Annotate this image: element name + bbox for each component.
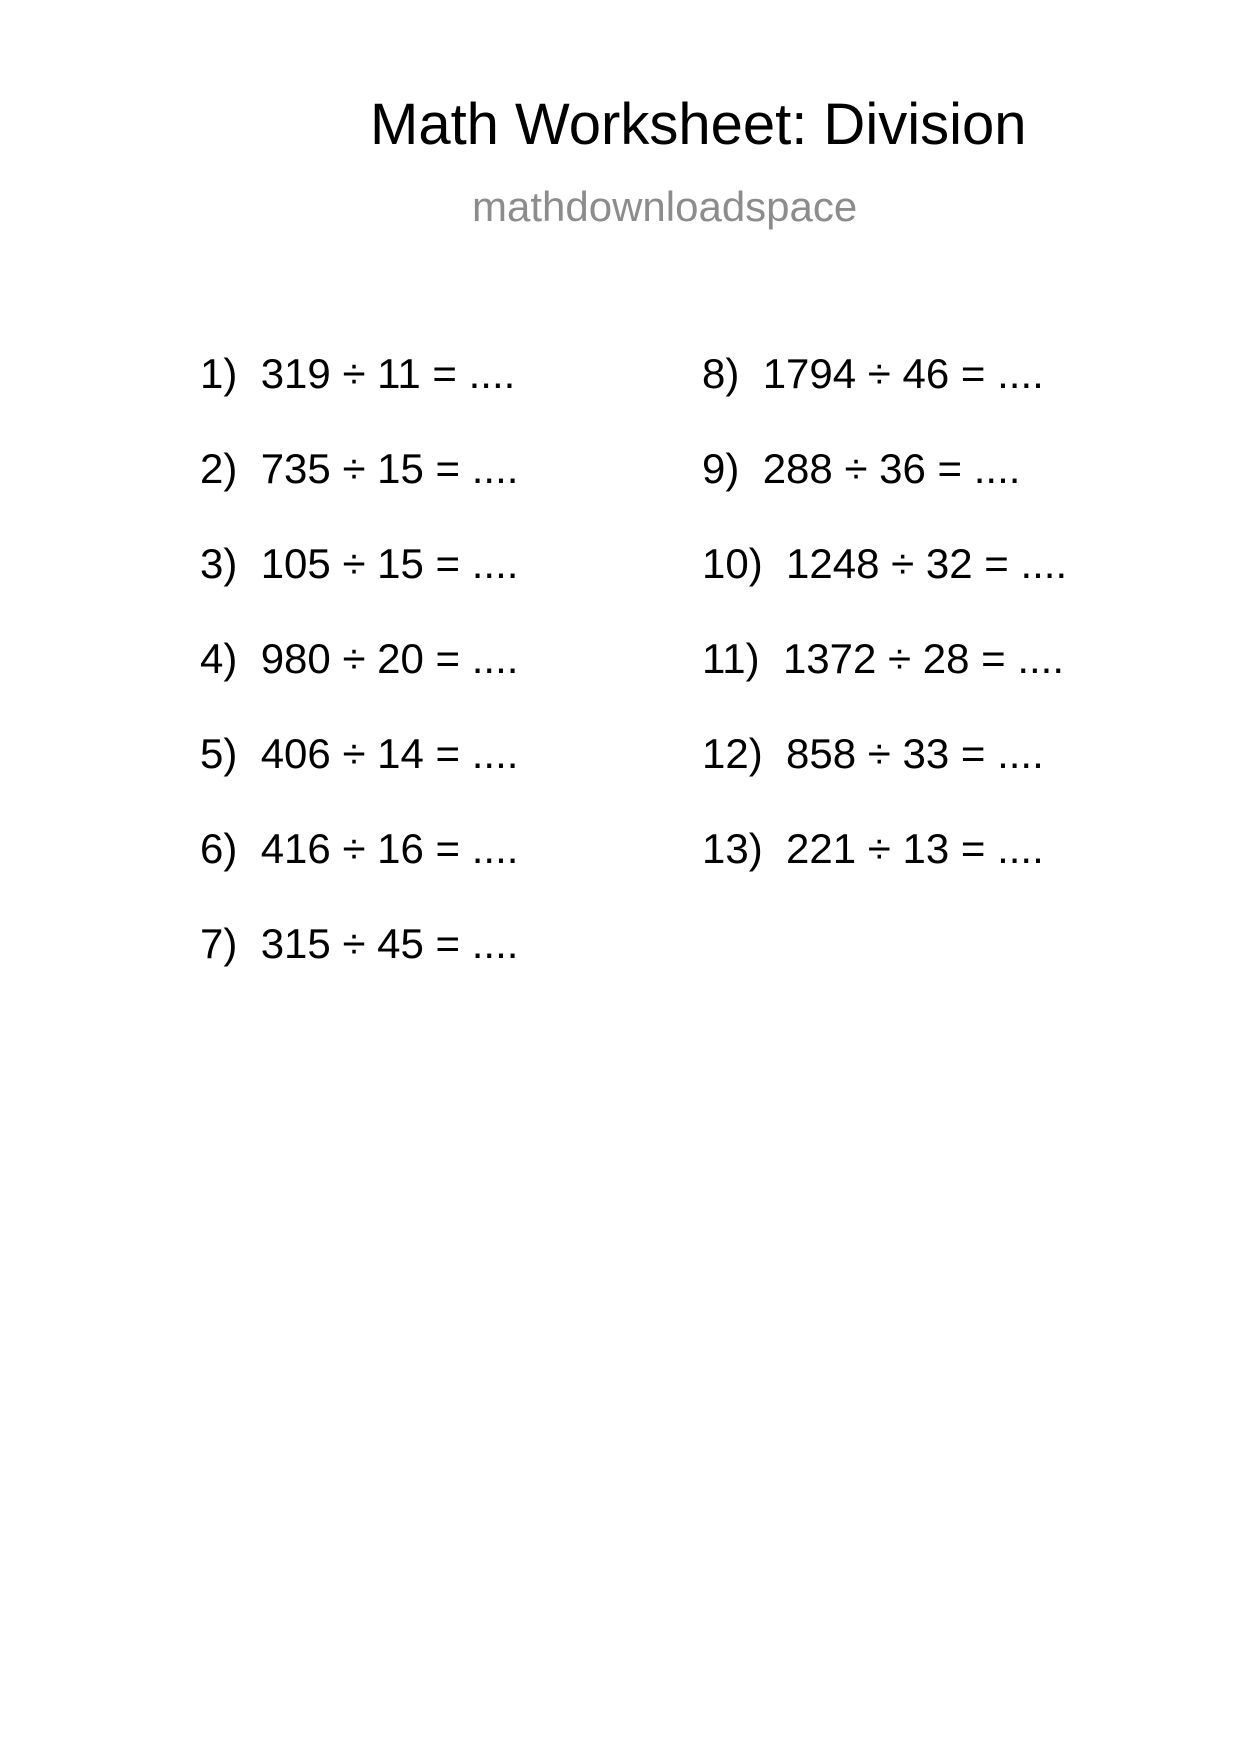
problem-item	[200, 350, 518, 448]
problem-number: 3)	[200, 540, 238, 587]
problem-expression: 288 ÷ 36 = ....	[762, 445, 1021, 492]
problem-expression: 980 ÷ 20 = ....	[260, 635, 519, 682]
problem-expression: 735 ÷ 15 = ....	[260, 445, 519, 492]
problem-item	[702, 635, 1067, 733]
problem-column-left	[200, 350, 519, 1018]
problem-item	[200, 730, 519, 828]
problem-column-right	[702, 350, 1068, 923]
problem-expression: 221 ÷ 13 = ....	[786, 825, 1044, 872]
problem-number: 5)	[200, 730, 238, 777]
problem-expression: 416 ÷ 16 = ....	[260, 825, 519, 872]
problem-number: 9)	[702, 445, 740, 492]
problem-expression: 1372 ÷ 28 = ....	[782, 635, 1065, 682]
problem-number: 11)	[702, 635, 760, 682]
problem-item	[702, 540, 1068, 638]
worksheet-title: Math Worksheet: Division	[370, 92, 1027, 157]
problem-item	[200, 445, 519, 543]
problem-number: 7)	[200, 920, 238, 967]
problem-expression: 319 ÷ 11 = ....	[260, 350, 516, 397]
problem-number: 8)	[702, 350, 740, 397]
problem-item	[200, 635, 519, 733]
problem-number: 4)	[200, 635, 238, 682]
problem-number: 2)	[200, 445, 238, 492]
problem-expression: 1794 ÷ 46 = ....	[762, 350, 1044, 397]
problem-expression: 858 ÷ 33 = ....	[786, 730, 1044, 777]
problem-item	[200, 540, 519, 638]
problem-expression: 105 ÷ 15 = ....	[260, 540, 519, 587]
problem-number: 10)	[702, 540, 763, 587]
problem-expression: 1248 ÷ 32 = ....	[786, 540, 1068, 587]
problem-item	[702, 350, 1067, 448]
problem-expression: 406 ÷ 14 = ....	[260, 730, 519, 777]
problem-expression: 315 ÷ 45 = ....	[260, 920, 519, 967]
worksheet-subtitle: mathdownloadspace	[472, 183, 858, 230]
problem-item	[702, 825, 1067, 923]
problem-number: 1)	[200, 350, 238, 397]
problem-number: 13)	[702, 825, 763, 872]
problem-item	[200, 920, 519, 1018]
problem-item	[702, 730, 1067, 828]
problem-item	[200, 825, 519, 923]
problem-number: 12)	[702, 730, 763, 777]
problem-number: 6)	[200, 825, 238, 872]
problem-item	[702, 445, 1067, 543]
